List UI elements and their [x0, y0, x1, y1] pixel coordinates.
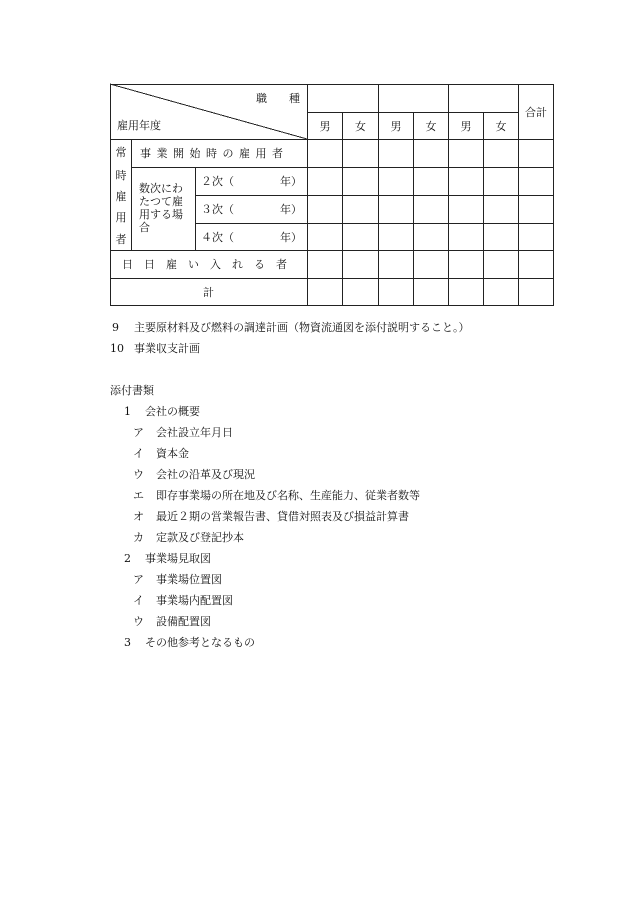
item-number-9: 9: [112, 321, 119, 334]
item-text-10: 事業収支計画: [134, 342, 200, 355]
item-number-10: 10: [110, 342, 124, 355]
section-title-3: その他参考となるもの: [145, 636, 255, 649]
subitem-text: 会社の沿革及び現況: [156, 468, 255, 481]
attachments-title: 添付書類: [110, 384, 154, 397]
section-number-2: 2: [124, 552, 131, 565]
section-title-1: 会社の概要: [145, 405, 200, 418]
row-year-4th: 年）: [280, 231, 302, 244]
gender-header-male: 男: [390, 119, 402, 133]
job-type-header: 職 種: [256, 92, 300, 105]
subitem-mark: ア: [133, 573, 144, 586]
row-label-2nd: ２次（: [201, 175, 234, 188]
vertical-char: 常: [115, 146, 127, 159]
subitem-text: 会社設立年月日: [156, 426, 233, 439]
row-label-3rd: ３次（: [201, 203, 234, 216]
subitem-text: 即存事業場の所在地及び名称、生産能力、従業者数等: [156, 489, 420, 502]
multi-year-label-line: 合: [139, 221, 150, 234]
vertical-char: 用: [115, 211, 127, 224]
vertical-char: 雇: [115, 190, 127, 203]
subitem-text: 事業場内配置図: [156, 594, 233, 607]
multi-year-label-line: 数次にわ: [139, 182, 183, 195]
row-label-daily-hires: 日 日 雇 い 入 れ る 者: [122, 258, 287, 271]
section-number-3: 3: [124, 636, 131, 649]
subitem-mark: エ: [133, 489, 144, 502]
subitem-text: 定款及び登記抄本: [156, 531, 244, 544]
section-title-2: 事業場見取図: [145, 552, 211, 565]
subitem-text: 事業場位置図: [156, 573, 222, 586]
subitem-mark: カ: [133, 531, 144, 544]
vertical-char: 時: [115, 169, 127, 182]
row-label-total: 計: [203, 286, 214, 299]
item-text-9: 主要原材料及び燃料の調達計画（物資流通図を添付説明すること。）: [134, 321, 470, 334]
total-column-header: 合計: [525, 105, 547, 119]
subitem-mark: イ: [133, 447, 144, 460]
row-label-start-employees: 事 業 開 始 時 の 雇 用 者: [140, 147, 283, 160]
gender-header-male: 男: [319, 119, 331, 133]
multi-year-label-line: 用する場: [139, 208, 183, 221]
subitem-mark: イ: [133, 594, 144, 607]
row-label-4th: ４次（: [201, 231, 234, 244]
vertical-char: 者: [115, 233, 127, 246]
subitem-mark: オ: [133, 510, 144, 523]
subitem-text: 設備配置図: [156, 615, 211, 628]
gender-header-female: 女: [355, 119, 366, 133]
row-year-2nd: 年）: [280, 175, 302, 188]
gender-header-female: 女: [495, 119, 507, 133]
subitem-mark: ア: [133, 426, 144, 439]
gender-header-female: 女: [425, 119, 437, 133]
subitem-text: 最近２期の営業報告書、貸借対照表及び損益計算書: [156, 510, 409, 523]
gender-header-male: 男: [460, 119, 472, 133]
hire-year-header: 雇用年度: [117, 119, 161, 132]
multi-year-label-line: たつて雇: [139, 195, 183, 208]
section-number-1: 1: [124, 405, 131, 418]
subitem-mark: ウ: [133, 615, 144, 628]
row-year-3rd: 年）: [280, 203, 302, 216]
subitem-mark: ウ: [133, 468, 144, 481]
subitem-text: 資本金: [156, 447, 189, 460]
